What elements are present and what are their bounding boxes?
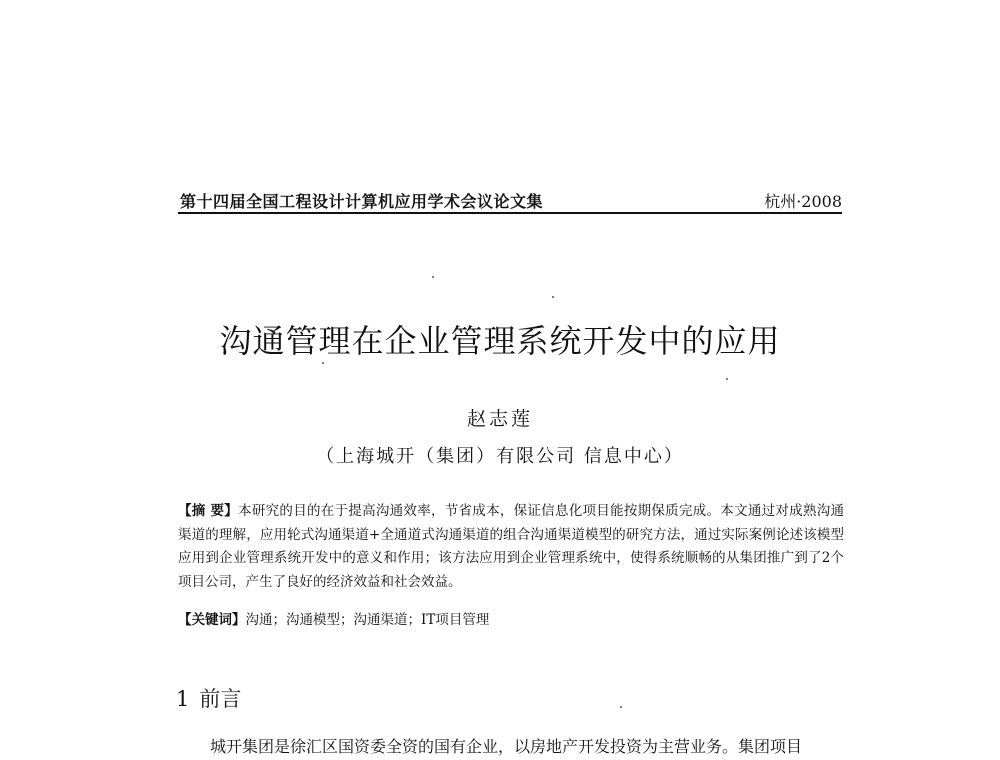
- body-paragraph: 城开集团是徐汇区国资委全资的国有企业，以房地产开发投资为主营业务。集团项目: [210, 737, 803, 756]
- keywords-label: 【关键词】: [178, 612, 246, 628]
- scan-speck: [552, 296, 554, 298]
- scan-speck: [432, 276, 434, 278]
- abstract-text: 本研究的目的在于提高沟通效率，节省成本，保证信息化项目能按期保质完成。本文通过对成熟沟通渠道的理解，应用轮式沟通渠道+全通道式沟通渠道的组合沟通渠道模型的研究方法，通过实际案例论述该模型应用到企业管理系统开发中的意义和作用；该方法应用到企业管理系统中，使得系统顺畅的从集团推广到了2个项目公司，产生了良好的经济效益和社会效益。: [178, 503, 845, 590]
- section-title: 前言: [199, 687, 242, 711]
- section-heading: [176, 683, 241, 713]
- author-affiliation: （上海城开（集团）有限公司 信息中心）: [316, 446, 684, 467]
- abstract-label: 【摘 要】: [178, 503, 239, 519]
- keywords-text: 沟通；沟通模型；沟通渠道；IT项目管理: [245, 612, 490, 628]
- scan-speck: [322, 362, 324, 364]
- running-header: [178, 186, 842, 214]
- scan-speck: [620, 706, 622, 708]
- paper-title: 沟通管理在企业管理系统开发中的应用: [219, 322, 781, 360]
- scan-speck: [726, 378, 728, 380]
- section-number: 1: [176, 687, 190, 711]
- abstract: [178, 500, 844, 594]
- conference-name: 第十四届全国工程设计计算机应用学术会议论文集: [180, 192, 544, 211]
- keywords: [178, 609, 844, 633]
- place-year: 杭州·2008: [764, 192, 842, 211]
- author-name: 赵志莲: [466, 408, 533, 430]
